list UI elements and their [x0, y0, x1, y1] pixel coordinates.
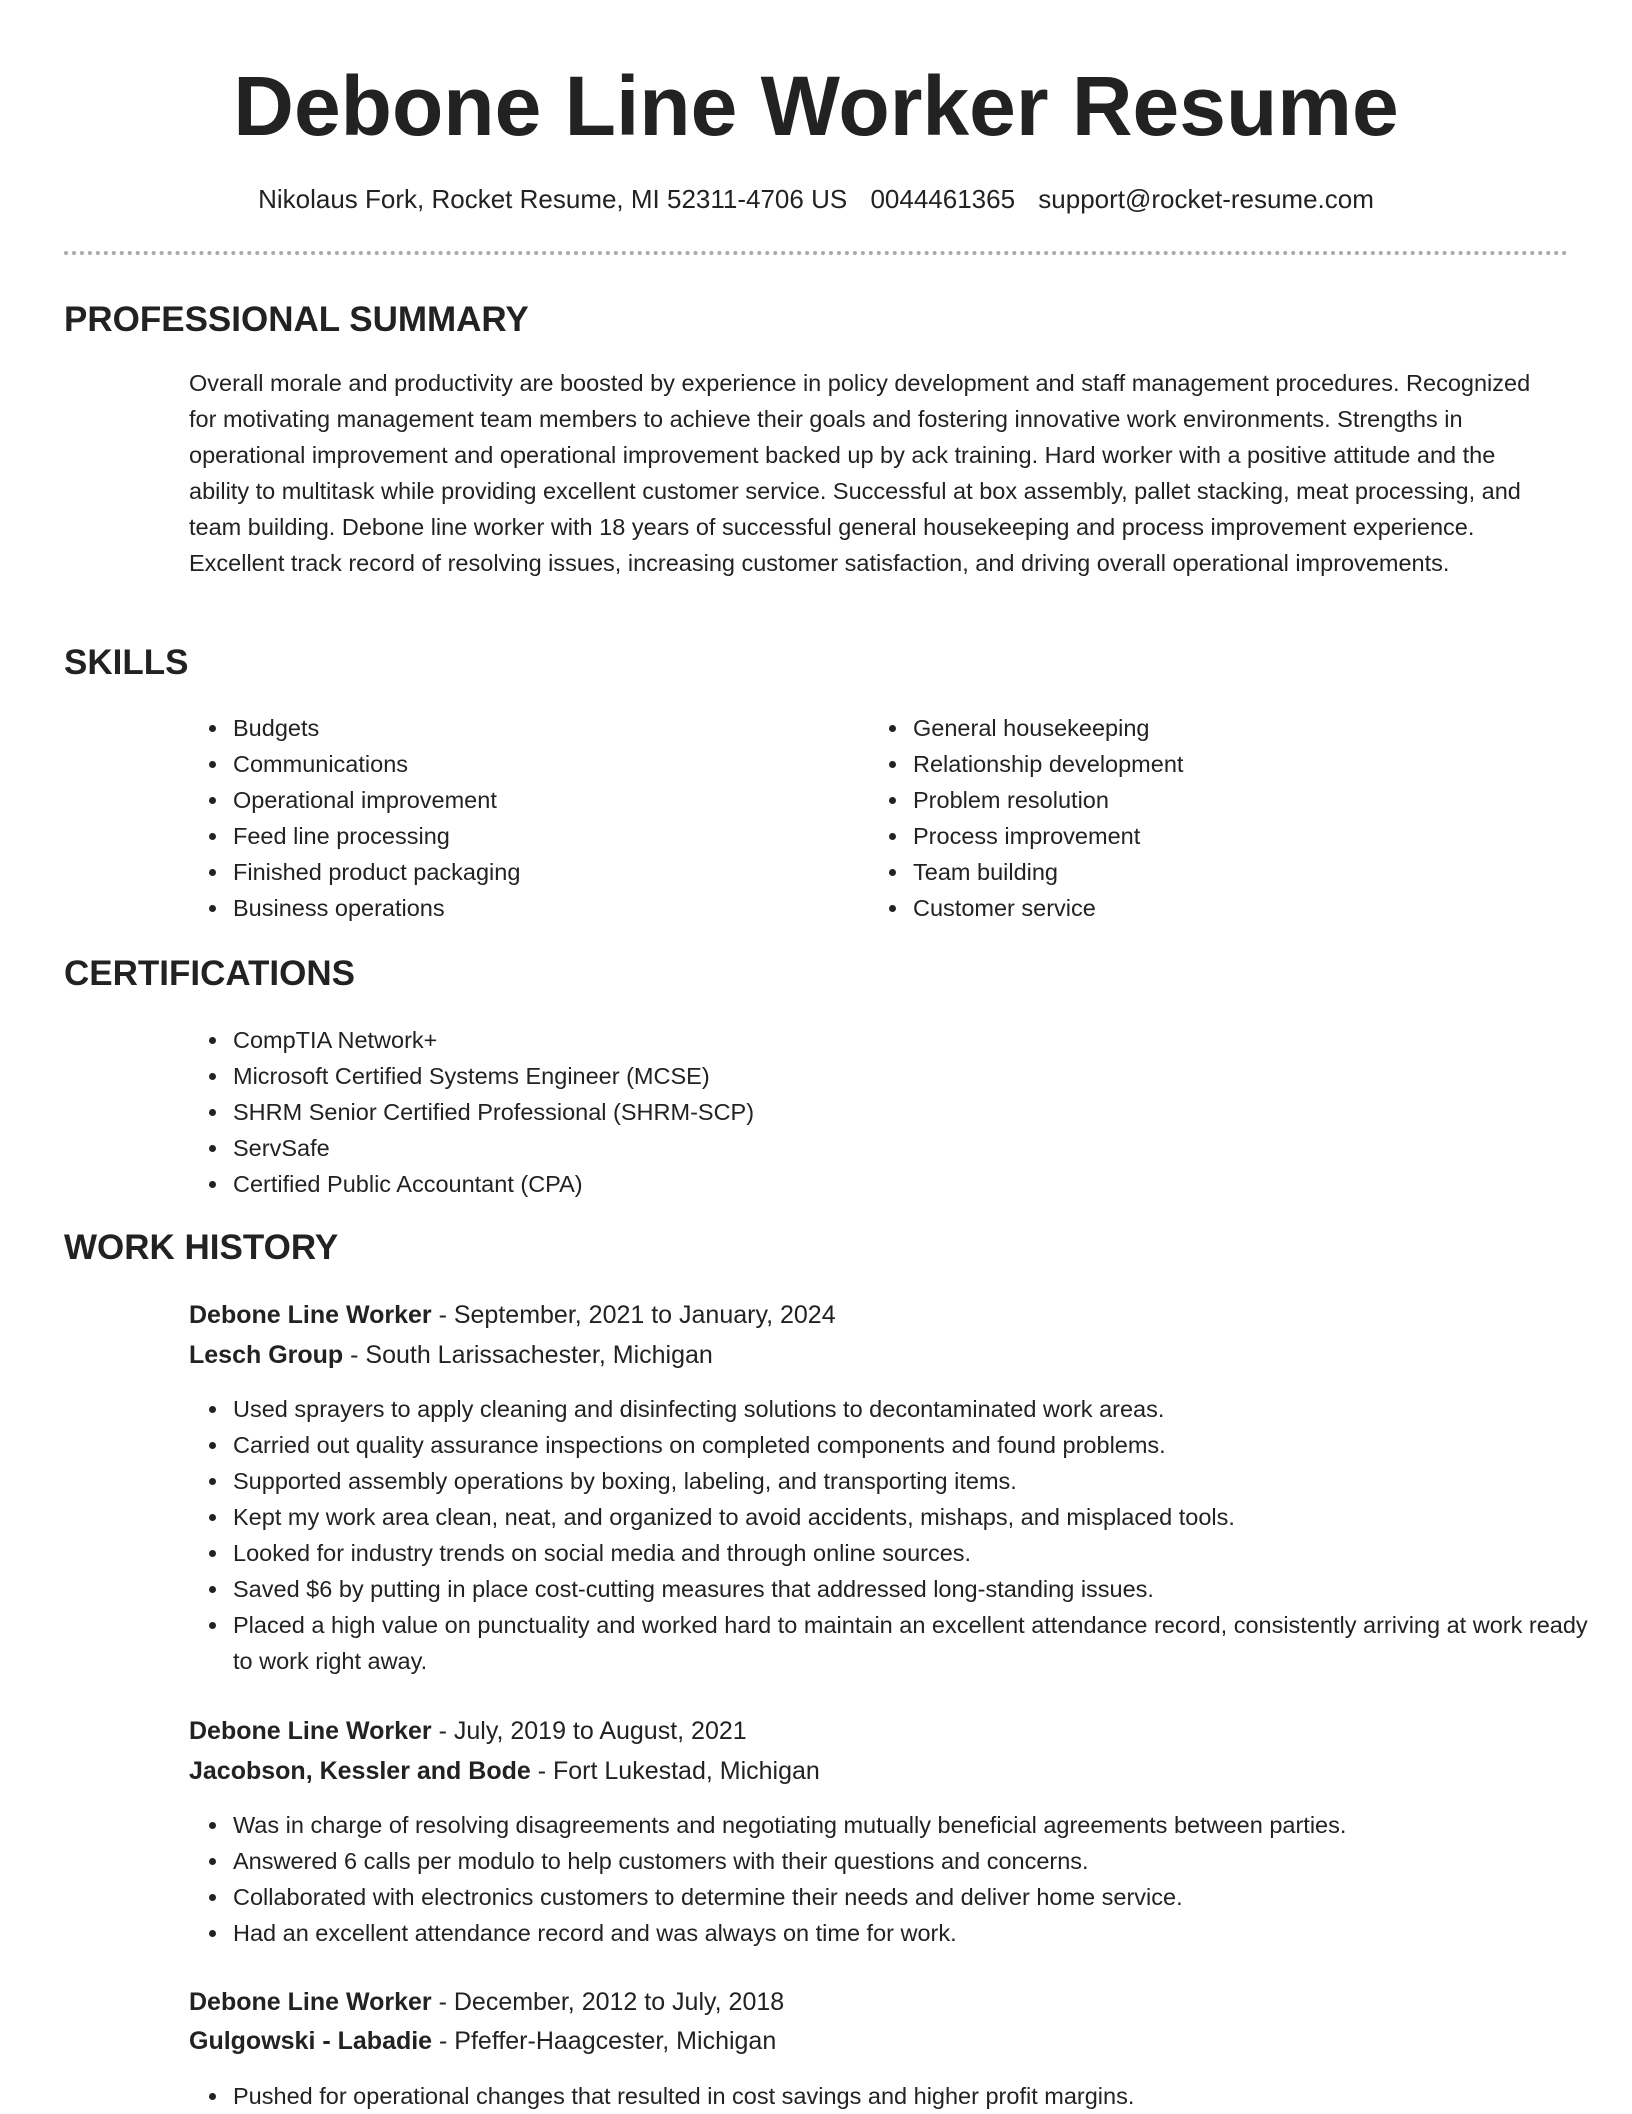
- skills-list-left: [189, 710, 853, 926]
- job-dates: - December, 2012 to July, 2018: [431, 1988, 785, 2016]
- job-duties-list: [189, 2078, 1593, 2114]
- skill-item: Communications: [233, 746, 853, 782]
- contact-email: support@rocket-resume.com: [1038, 184, 1374, 214]
- job-dates: - September, 2021 to January, 2024: [431, 1301, 836, 1329]
- job-duty-item: Saved $6 by putting in place cost-cutting measures that addressed long-standing issues.: [233, 1571, 1593, 1607]
- job-title-line: [189, 1714, 747, 1748]
- job-duty-item: Had an excellent attendance record and was always on time for work.: [233, 1915, 1593, 1951]
- job-duty-item: Collaborated with electronics customers to determine their needs and deliver home service.: [233, 1879, 1593, 1915]
- job-title-line: [189, 1985, 784, 2019]
- job-title-line: [189, 1298, 836, 1332]
- job-company: Gulgowski - Labadie: [189, 2027, 433, 2055]
- resume-title: Debone Line Worker Resume: [233, 59, 1399, 153]
- job-duty-item: Carried out quality assurance inspections on completed components and found problems.: [233, 1427, 1593, 1463]
- contact-address: Nikolaus Fork, Rocket Resume, MI 52311-4706 US: [258, 184, 848, 214]
- job-duty-item: Answered 6 calls per modulo to help customers with their questions and concerns.: [233, 1843, 1593, 1879]
- job-location: - South Larissachester, Michigan: [343, 1341, 713, 1369]
- job-location: - Pfeffer-Haagcester, Michigan: [432, 2027, 777, 2055]
- skill-item: Relationship development: [913, 746, 1553, 782]
- summary-heading: PROFESSIONAL SUMMARY: [64, 300, 529, 339]
- job-location: - Fort Lukestad, Michigan: [530, 1757, 820, 1785]
- job-duties-list: [189, 1391, 1593, 1679]
- certification-item: ServSafe: [233, 1130, 1553, 1166]
- skill-item: Problem resolution: [913, 782, 1553, 818]
- job-title: Debone Line Worker: [189, 1717, 432, 1745]
- skill-item: Finished product packaging: [233, 854, 853, 890]
- skills-heading: SKILLS: [64, 643, 189, 682]
- job-company: Jacobson, Kessler and Bode: [189, 1757, 531, 1785]
- skill-item: Customer service: [913, 890, 1553, 926]
- skill-item: Operational improvement: [233, 782, 853, 818]
- job-company-line: [189, 1754, 820, 1788]
- certification-item: Certified Public Accountant (CPA): [233, 1166, 1553, 1202]
- summary-text: Overall morale and productivity are boosted by experience in policy development and staff management procedures. Recognized for motivating management team members to achieve their goals and fostering innovative work environments. Strengths in operational improvement and operational improvement backed up by ack training. Hard worker with a positive attitude and the ability to multitask while providing excellent customer service. Successful at box assembly, pallet stacking, meat processing, and team building. Debone line worker with 18 years of successful general housekeeping and process improvement experience. Excellent track record of resolving issues, increasing customer satisfaction, and driving overall operational improvements.: [189, 370, 1531, 576]
- job-duty-item: Used sprayers to apply cleaning and disinfecting solutions to decontaminated work areas.: [233, 1391, 1593, 1427]
- work-history-heading: WORK HISTORY: [64, 1228, 339, 1267]
- certification-item: CompTIA Network+: [233, 1022, 1553, 1058]
- certifications-list: [189, 1022, 1553, 1202]
- job-title: Debone Line Worker: [189, 1988, 432, 2016]
- certifications-heading: CERTIFICATIONS: [64, 954, 356, 993]
- job-duty-item: Supported assembly operations by boxing, labeling, and transporting items.: [233, 1463, 1593, 1499]
- job-company: Lesch Group: [189, 1341, 344, 1369]
- contact-phone: 0044461365: [870, 184, 1016, 214]
- job-company-line: [189, 1338, 713, 1372]
- job-dates: - July, 2019 to August, 2021: [431, 1717, 747, 1745]
- skill-item: Team building: [913, 854, 1553, 890]
- contact-line: [0, 182, 1632, 216]
- job-title: Debone Line Worker: [189, 1301, 432, 1329]
- certification-item: SHRM Senior Certified Professional (SHRM-SCP): [233, 1094, 1553, 1130]
- skills-list-right: [869, 710, 1553, 926]
- job-company-line: [189, 2024, 776, 2058]
- job-duty-item: Looked for industry trends on social media and through online sources.: [233, 1535, 1593, 1571]
- skill-item: General housekeeping: [913, 710, 1553, 746]
- certification-item: Microsoft Certified Systems Engineer (MCSE): [233, 1058, 1553, 1094]
- skill-item: Process improvement: [913, 818, 1553, 854]
- job-duty-item: Placed a high value on punctuality and worked hard to maintain an excellent attendance record, consistently arriving at work ready to work right away.: [233, 1607, 1593, 1679]
- job-duty-item: Kept my work area clean, neat, and organized to avoid accidents, mishaps, and misplaced tools.: [233, 1499, 1593, 1535]
- skill-item: Budgets: [233, 710, 853, 746]
- job-duties-list: [189, 1807, 1593, 1951]
- job-duty-item: Pushed for operational changes that resulted in cost savings and higher profit margins.: [233, 2078, 1593, 2114]
- skill-item: Feed line processing: [233, 818, 853, 854]
- skill-item: Business operations: [233, 890, 853, 926]
- job-duty-item: Was in charge of resolving disagreements and negotiating mutually beneficial agreements between parties.: [233, 1807, 1593, 1843]
- header-divider: [64, 251, 1568, 255]
